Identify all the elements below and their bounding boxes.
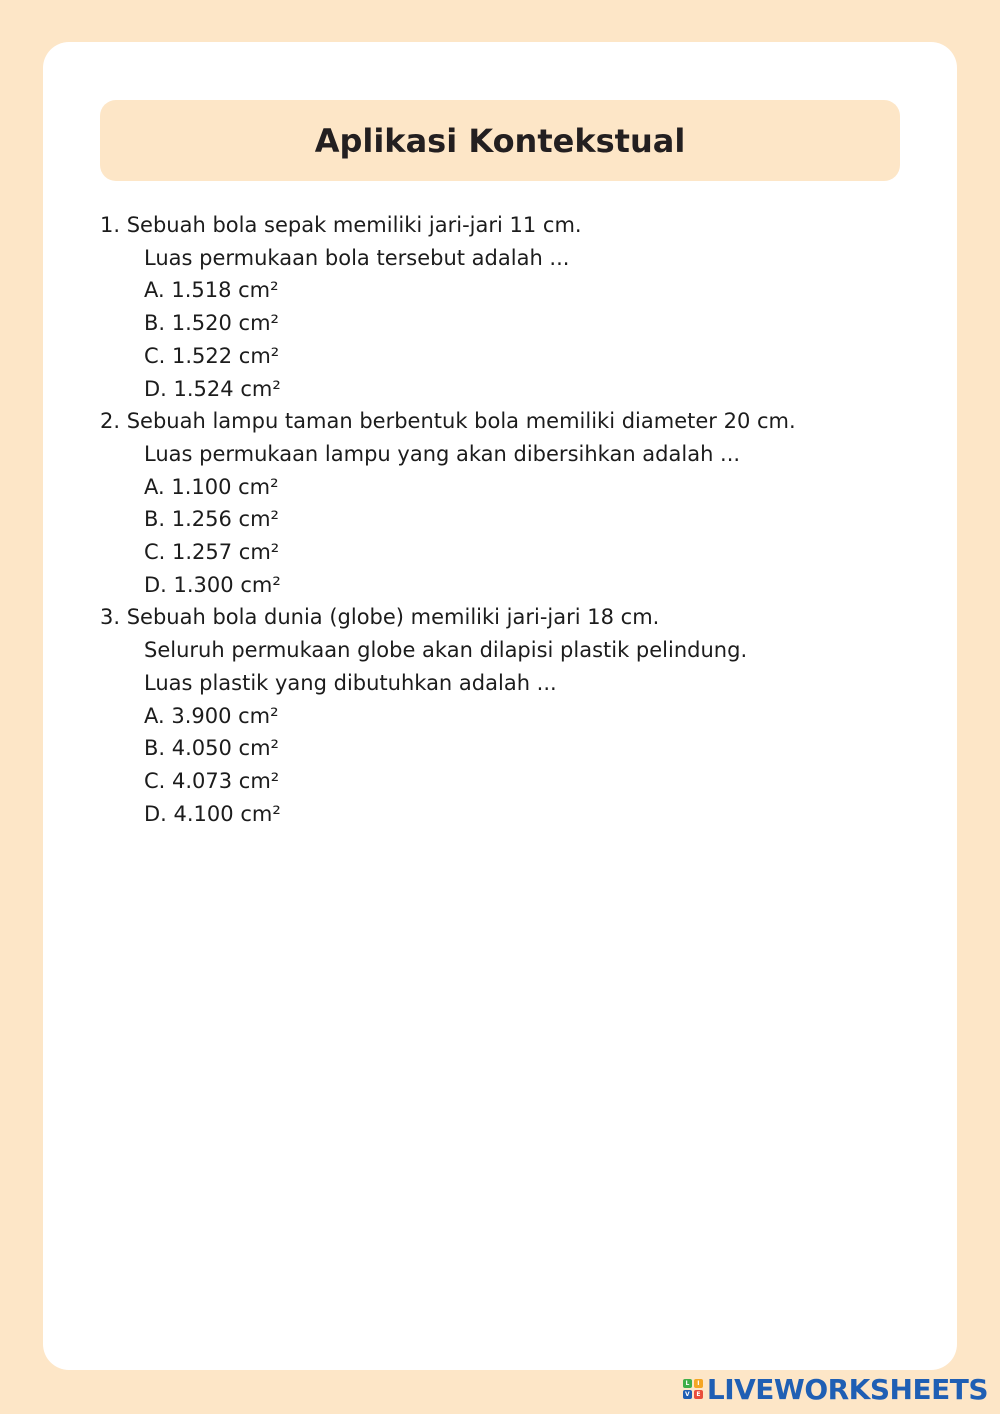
question-1 xyxy=(100,209,920,405)
question-2-option-b[interactable]: B. 1.256 cm² xyxy=(144,507,279,532)
question-1-option-a[interactable]: A. 1.518 cm² xyxy=(144,278,279,303)
question-1-prompt: Luas permukaan bola tersebut adalah ... xyxy=(144,245,570,270)
logo-cell-v: V xyxy=(683,1390,692,1399)
question-3-option-a[interactable]: A. 3.900 cm² xyxy=(144,703,279,728)
question-list xyxy=(100,209,920,830)
page-title: Aplikasi Kontekstual xyxy=(314,121,686,160)
logo-cell-e: E xyxy=(694,1390,703,1399)
question-2-option-d[interactable]: D. 1.300 cm² xyxy=(144,572,281,597)
title-banner xyxy=(100,100,900,181)
liveworksheets-logo[interactable] xyxy=(683,1372,988,1406)
worksheet-card xyxy=(43,42,957,1370)
question-1-option-c[interactable]: C. 1.522 cm² xyxy=(144,343,280,368)
question-3-context: Seluruh permukaan globe akan dilapisi plastik pelindung. xyxy=(144,638,748,663)
question-1-stem: 1. Sebuah bola sepak memiliki jari-jari 11 cm. xyxy=(100,213,582,237)
question-2 xyxy=(100,405,920,601)
liveworksheets-logo-icon xyxy=(683,1379,703,1399)
logo-cell-l: L xyxy=(683,1379,692,1388)
question-3-option-d[interactable]: D. 4.100 cm² xyxy=(144,801,281,826)
logo-cell-i: I xyxy=(694,1379,703,1388)
question-3-prompt: Luas plastik yang dibutuhkan adalah ... xyxy=(144,670,557,695)
question-3-option-c[interactable]: C. 4.073 cm² xyxy=(144,768,280,793)
question-2-prompt: Luas permukaan lampu yang akan dibersihkan adalah ... xyxy=(144,441,741,466)
liveworksheets-logo-text: LIVEWORKSHEETS xyxy=(706,1372,988,1406)
question-1-option-d[interactable]: D. 1.524 cm² xyxy=(144,376,281,401)
question-3-option-b[interactable]: B. 4.050 cm² xyxy=(144,736,279,761)
question-3-stem: 3. Sebuah bola dunia (globe) memiliki jari-jari 18 cm. xyxy=(100,605,660,630)
question-2-option-c[interactable]: C. 1.257 cm² xyxy=(144,540,280,565)
question-2-stem: 2. Sebuah lampu taman berbentuk bola memiliki diameter 20 cm. xyxy=(100,409,796,434)
question-2-option-a[interactable]: A. 1.100 cm² xyxy=(144,474,279,499)
question-3 xyxy=(100,601,920,830)
question-1-option-b[interactable]: B. 1.520 cm² xyxy=(144,311,279,336)
